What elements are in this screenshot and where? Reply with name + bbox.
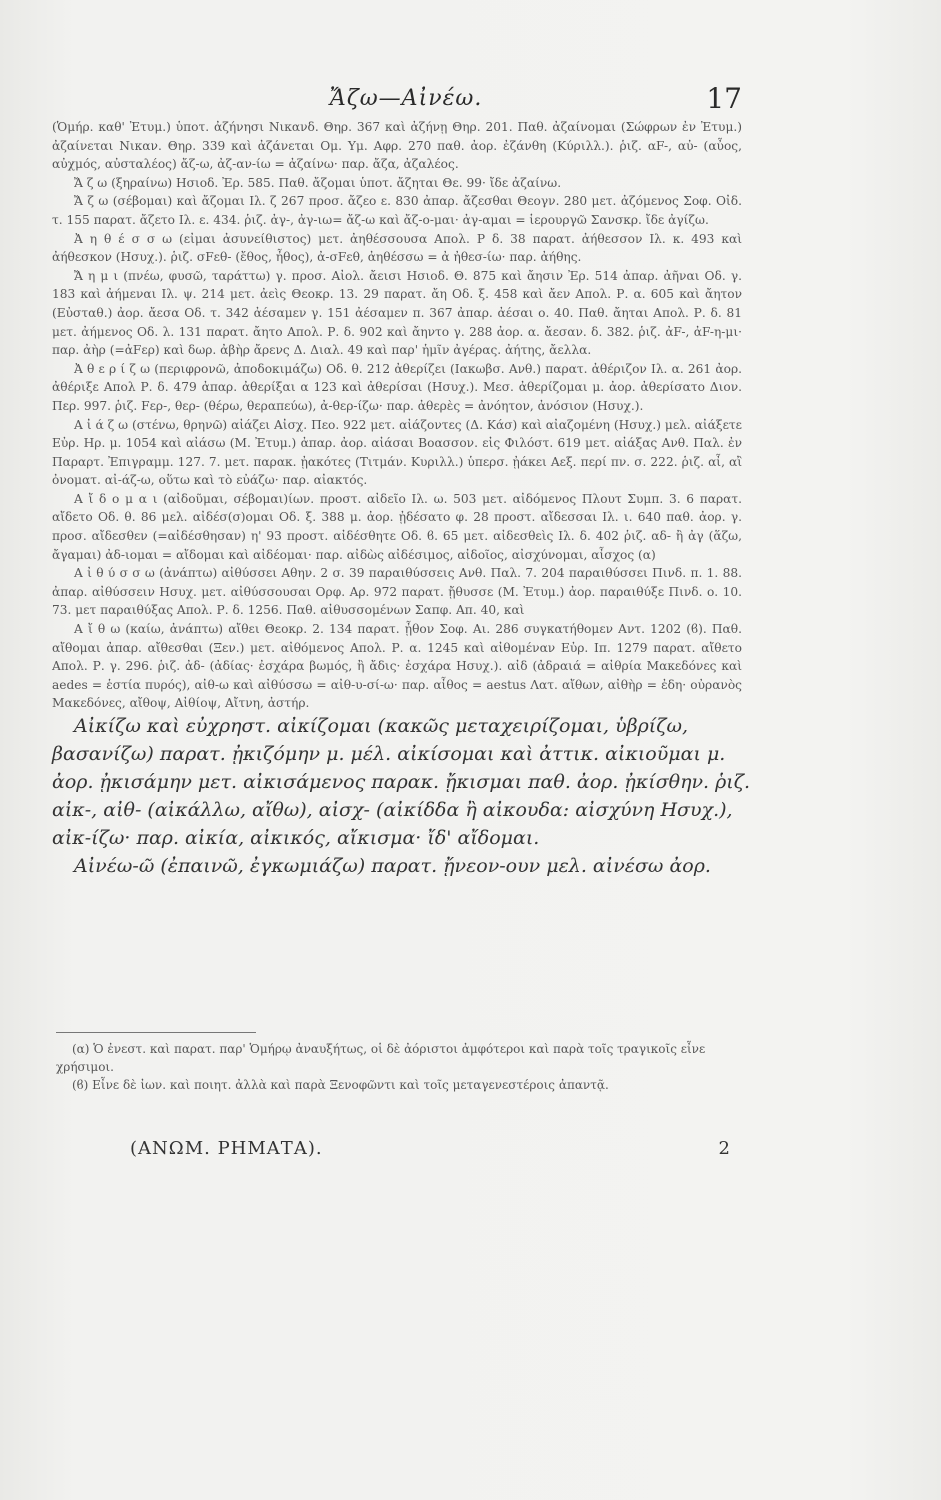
entry-aemi: Ἄ η μ ι (πνέω, φυσῶ, ταράττω) γ. προσ. Αἰολ. ἄεισι Ησιοδ. Θ. 875 καὶ ἄησιν Ἐρ. 514 ἀπαρ. ἀῆναι Οδ. γ. 183 καὶ ἀήμεναι Ιλ. ψ. 214 μετ. ἀεὶς Θεοκρ. 13. 29 παρατ. ἄη Οδ. ξ. 458 καὶ ἄεν Απολ. Ρ. α. 605 καὶ ἄητον (Εὐσταθ.) ἀορ. ἄεσα Οδ. τ. 342 ἀέσαμεν γ. 151 ἀέσαμεν π. 367 ἀπαρ. ἀέσαι ο. 40. Παθ. ἄηται Απολ. Ρ. δ. 81 μετ. ἀήμενος Οδ. λ. 131 παρατ. ἄητο Απολ. Ρ. δ. 902 καὶ ἄηντο γ. 288 ἀορ. α. ἄεσαν. δ. 382. ῥιζ. ἀF-, ἀF-η-μι· παρ. ἀὴρ (=ἀFερ) καὶ δωρ. ἀβὴρ ἄρενς Δ. Διαλ. 49 καὶ παρ' ἡμῖν ἀγέρας. ἀήτης, ἄελλα. — [52, 268, 742, 358]
footnotes — [56, 1040, 736, 1094]
entry-aitho: Α ἴ θ ω (καίω, ἀνάπτω) αἴθει Θεοκρ. 2. 134 παρατ. ᾖθον Σοφ. Αι. 286 συγκατήθομεν Αντ. 1202 (ϐ). Παθ. αἴθομαι ἀπαρ. αἴθεσθαι (Ξεν.) μετ. αἰθόμενος Απολ. Ρ. α. 1245 καὶ αἰθομέναν Εὐρ. Ιπ. 1279 παρατ. αἴθετο Απολ. Ρ. γ. 296. ῥιζ. ἀδ- (ἀδίας· ἐσχάρα βωμός, ἢ ἄδις· ἐσχάρα Ησυχ.). αἰδ (ἀδραιά = αἰθρία Μακεδόνες καὶ aedes = ἑστία πυρός), αἰθ-ω καὶ αἰθύσσω = αἰθ-υ-σί-ω· παρ. αἶθος = aestus Λατ. αἴθων, αἰθὴρ = ἐδη· οὐρανὸς Μακεδόνες, αἴθοψ, Αἰθίοψ, Αἴτνη, ἀστήρ. — [52, 622, 742, 711]
handwritten-entry-aikizo: Αἰκίζω καὶ εὐχρηστ. αἰκίζομαι (κακῶς μεταχειρίζομαι, ὑβρίζω, βασανίζω) παρατ. ᾐκιζόμην μ. μέλ. αἰκίσομαι καὶ ἀττικ. αἰκιοῦμαι μ. ἀορ. ᾐκισάμην μετ. αἰκισάμενος παρακ. ᾔκισμαι παθ. ἀορ. ᾐκίσθην. ῥιζ. αἰκ-, αἰθ- (αἰκάλλω, αἴθω), αἰσχ- (αἰκίδδα ἢ αἰκουδα: αἰσχύνη Ησυχ.), αἰκ-ίζω· παρ. αἰκία, αἰκικός, αἴκισμα· ἴδ' αἴδομαι. — [52, 715, 751, 849]
dictionary-entries — [52, 118, 742, 713]
entry-aidomai: Α ἴ δ ο μ α ι (αἰδοῦμαι, σέβομαι)ίων. προστ. αἰδεῖο Ιλ. ω. 503 μετ. αἰδόμενος Πλουτ Συμπ. 3. 6 παρατ. αἴδετο Οδ. θ. 86 μελ. αἰδέσ(σ)ομαι Οδ. ξ. 388 μ. ἀορ. ᾐδέσατο φ. 28 προστ. αἴδεσσαι Ιλ. ι. 640 παθ. ἀορ. γ. προσ. αἴδεσθεν (=αἰδέσθησαν) η' 93 προστ. αἰδέσθητε Οδ. ϐ. 65 μετ. αἰδεσθεὶς Ιλ. δ. 402 ῥιζ. αδ- ἢ ἀγ (ἅζω, ἄγαμαι) ἀδ-ιομαι = αἴδομαι καὶ αἰδέομαι· παρ. αἰδὼς αἰδέσιμος, αἰδοῖος, αἰσχύνομαι, αἶσχος (α) — [52, 491, 742, 562]
entry-aethesso: Ἀ η θ έ σ σ ω (εἰμαι ἀσυνείθιστος) μετ. ἀηθέσσουσα Απολ. Ρ δ. 38 παρατ. ἀήθεσσον Ιλ. κ. 493 καὶ ἀήθεσκον (Ησυχ.). ῥιζ. σFεθ- (ἔθος, ἦθος), ἀ-σFεθ, ἀηθέσσω = ἀ ἠθεσ-ίω· παρ. ἀήθης. — [52, 231, 742, 265]
signature-title: (ΑΝΩΜ. ΡΗΜΑΤΑ). — [130, 1138, 323, 1159]
entry-aiazo: Α ἰ ά ζ ω (στένω, θρηνῶ) αἰάζει Αἰσχ. Πεο. 922 μετ. αἰάζοντες (Δ. Κάσ) καὶ αἰαζομένη (Ησυχ.) μελ. αἰάξετε Εὐρ. Ηρ. μ. 1054 καὶ αἰάσω (Μ. Ἐτυμ.) ἀπαρ. ἀορ. αἰάσαι Βοασσον. εἰς Φιλόστ. 619 μετ. αἰάξας Ανθ. Παλ. ἐν Παραρτ. Ἐπιγραμμ. 127. 7. μετ. παρακ. ᾐακότες (Τιτμάν. Κυριλλ.) ὑπερσ. ᾐάκει Αεξ. περί πν. σ. 222. ῥιζ. αἶ, αἲ ὀνοματ. αἰ-άζ-ω, οὕτω καὶ τὸ εὐάζω· παρ. αἰακτός. — [52, 417, 742, 488]
footnote-rule — [56, 1032, 256, 1033]
running-head: Ἄζω—Αἰνέω. — [329, 86, 483, 111]
footnote-a: (α) Ὁ ἐνεστ. καὶ παρατ. παρ' Ὁμήρῳ ἀναυξήτως, οἱ δὲ ἀόριστοι ἀμφότεροι καὶ παρὰ τοῖς τραγικοῖς εἶνε χρήσιμοι. — [56, 1042, 706, 1074]
footnote-b: (ϐ) Εἶνε δὲ ἰων. καὶ ποιητ. ἀλλὰ καὶ παρὰ Ξενοφῶντι καὶ τοῖς μεταγενεστέροις ἀπαντᾷ. — [72, 1078, 609, 1092]
entry-azo-sevomai: Ἄ ζ ω (σέβομαι) καὶ ἄζομαι Ιλ. ζ 267 προσ. ἄζεο ε. 830 ἀπαρ. ἄζεσθαι Θεογν. 280 μετ. ἀζόμενος Σοφ. Οἰδ. τ. 155 παρατ. ἄζετο Ιλ. ε. 434. ῥιζ. ἀγ-, ἀγ-ιω= ἄζ-ω καὶ ἄζ-ο-μαι· ἀγ-αμαι = ἱερουργῶ Σανσκρ. ἴδε ἀγίζω. — [52, 194, 742, 227]
page-number: 17 — [706, 82, 742, 115]
handwritten-additions — [52, 712, 752, 880]
signature-number: 2 — [718, 1138, 730, 1159]
signature-line — [130, 1138, 730, 1168]
entry-azaino: (Ὁμήρ. καθ' Ἐτυμ.) ὑποτ. ἀζήνησι Νικανδ. Θηρ. 367 καὶ ἀζήνῃ Θηρ. 201. Παθ. ἀζαίνομαι (Σώφρων ἐν Ἐτυμ.) ἀζαίνεται Νικαν. Θηρ. 339 καὶ ἀζάνεται Ομ. Υμ. Αφρ. 270 παθ. ἀορ. ἐζάνθη (Κύριλλ.). ῥιζ. αF-, αὐ- (αὖος, αὐχμός, αὐσταλέος) ἄζ-ω, ἀζ-αν-ίω = ἀζαίνω· παρ. ἄζα, ἀζαλέος. — [52, 120, 742, 172]
page-header — [70, 82, 742, 118]
handwritten-entry-aineo: Αἰνέω-ῶ (ἐπαινῶ, ἐγκωμιάζω) παρατ. ᾔνεον-ουν μελ. αἰνέσω ἀορ. — [74, 855, 711, 877]
entry-azo-xeraino: Ἄ ζ ω (ξηραίνω) Ησιοδ. Ἐρ. 585. Παθ. ἄζομαι ὑποτ. ἄζηται Θε. 99· ἴδε ἀζαίνω. — [74, 175, 562, 190]
entry-aithysso: Α ἰ θ ύ σ σ ω (ἀνάπτω) αἰθύσσει Αθην. 2 σ. 39 παραιθύσσεις Ανθ. Παλ. 7. 204 παραιθύσσει Πινδ. π. 1. 88. ἀπαρ. αἰθύσσειν Ησυχ. μετ. αἰθύσσουσαι Ορφ. Αρ. 972 παρατ. ᾔθυσσε (Μ. Ἐτυμ.) ἀορ. παραιθύξε Πινδ. ο. 10. 73. μετ παραιθύξας Απολ. Ρ. δ. 1256. Παθ. αἰθυσσομένων Σαπφ. Απ. 40, καὶ — [52, 566, 742, 618]
entry-atherizo: Ἀ θ ε ρ ί ζ ω (περιφρονῶ, ἀποδοκιμάζω) Οδ. θ. 212 ἀθερίζει (Ιακωβσ. Ανθ.) παρατ. ἀθέριζον Ιλ. α. 261 ἀορ. ἀθέριξε Απολ Ρ. δ. 479 ἀπαρ. ἀθερίξαι α 123 καὶ ἀθερίσαι (Ησυχ.). Μεσ. ἀθερίζομαι μ. ἀορ. ἀθερίσατο Διον. Περ. 997. ῥιζ. Fερ-, θερ- (θέρω, θεραπεύω), ἀ-θερ-ίζω· παρ. ἀθερὲς = ἀνόητον, ἀνόσιον (Ησυχ.). — [52, 361, 742, 413]
